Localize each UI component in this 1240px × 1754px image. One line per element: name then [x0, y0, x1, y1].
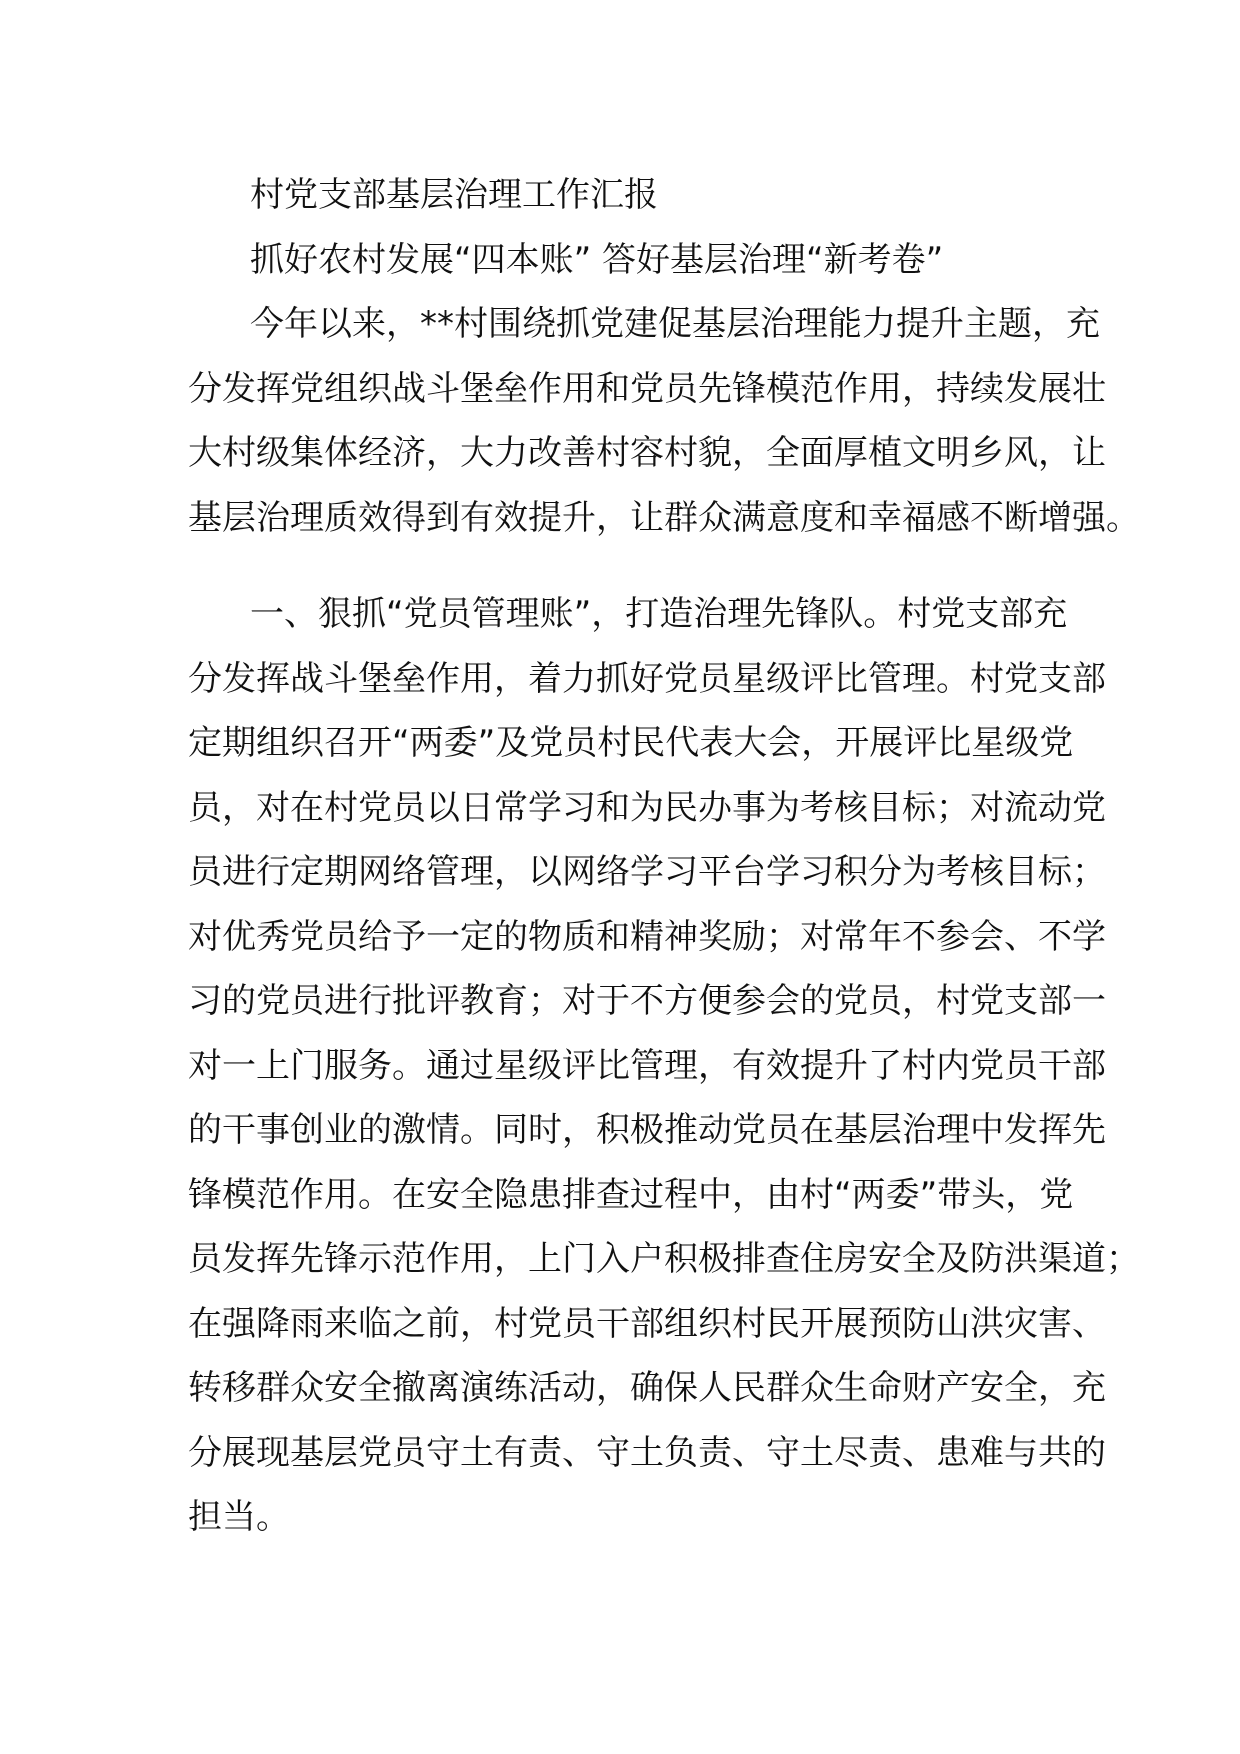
section-line: 员，对在村党员以日常学习和为民办事为考核目标；对流动党 — [188, 787, 1106, 828]
section-line: 担当。 — [188, 1497, 290, 1537]
heading-block — [188, 163, 1068, 292]
document-title: 村党支部基层治理工作汇报 — [250, 175, 658, 215]
intro-line: 基层治理质效得到有效提升，让群众满意度和幸福感不断增强。 — [188, 497, 1140, 538]
section-line: 对优秀党员给予一定的物质和精神奖励；对常年不参会、不学 — [188, 916, 1106, 957]
section-line: 的干事创业的激情。同时，积极推动党员在基层治理中发挥先 — [188, 1110, 1106, 1150]
section-line: 员发挥先锋示范作用，上门入户积极排查住房安全及防洪渠道； — [188, 1239, 1140, 1279]
document-subtitle: 抓好农村发展“四本账” 答好基层治理“新考卷” — [250, 239, 944, 280]
section-line: 分发挥战斗堡垒作用，着力抓好党员星级评比管理。村党支部 — [188, 658, 1106, 699]
intro-line: 今年以来，**村围绕抓党建促基层治理能力提升主题，充 — [250, 304, 1100, 344]
section-line: 一、狠抓“党员管理账”，打造治理先锋队。村党支部充 — [250, 594, 1068, 634]
section-line: 定期组织召开“两委”及党员村民代表大会，开展评比星级党 — [188, 723, 1074, 763]
section-line: 转移群众安全撤离演练活动，确保人民群众生命财产安全，充 — [188, 1368, 1106, 1408]
section-line: 对一上门服务。通过星级评比管理，有效提升了村内党员干部 — [188, 1045, 1106, 1086]
intro-line: 分发挥党组织战斗堡垒作用和党员先锋模范作用，持续发展壮 — [188, 368, 1106, 409]
intro-line: 大村级集体经济，大力改善村容村貌，全面厚植文明乡风，让 — [188, 433, 1106, 473]
section-line: 员进行定期网络管理，以网络学习平台学习积分为考核目标； — [188, 852, 1106, 892]
intro-paragraph — [188, 292, 1140, 550]
section-line: 分展现基层党员守土有责、守土负责、守土尽责、患难与共的 — [188, 1432, 1106, 1473]
section-line: 习的党员进行批评教育；对于不方便参会的党员，村党支部一 — [188, 981, 1106, 1021]
section-line: 在强降雨来临之前，村党员干部组织村民开展预防山洪灾害、 — [188, 1303, 1106, 1344]
section-1-paragraph — [188, 582, 1140, 1550]
section-line: 锋模范作用。在安全隐患排查过程中，由村“两委”带头，党 — [188, 1174, 1074, 1215]
